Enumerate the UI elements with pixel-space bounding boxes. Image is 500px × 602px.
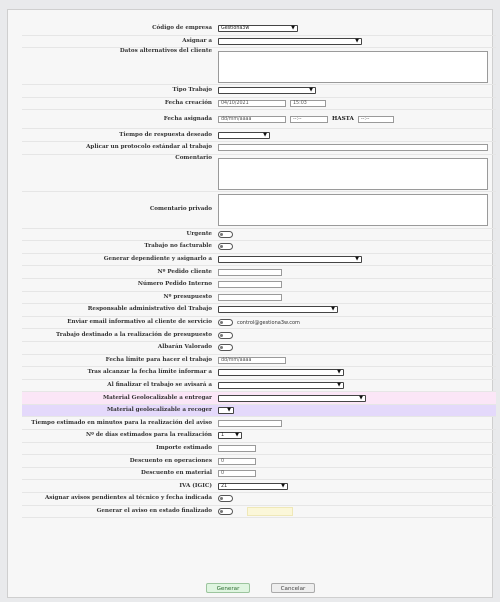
label-asignar: Asignar a	[182, 37, 212, 44]
label-protocolo: Aplicar un protocolo estándar al trabajo	[86, 144, 212, 151]
label-fecha-creacion: Fecha creación	[164, 100, 212, 107]
label-al-finalizar: Al finalizar el trabajo se avisará a	[107, 381, 212, 388]
label-material-recoger: Material geolocalizable a recoger	[106, 407, 212, 414]
responsable-select[interactable]	[218, 306, 338, 313]
label-comentario-privado: Comentario privado	[149, 206, 212, 213]
comentario-textarea[interactable]	[218, 158, 488, 190]
tiempo-estimado-input[interactable]	[218, 420, 282, 427]
label-importe-estimado: Importe estimado	[156, 444, 212, 451]
chevron-down-icon: ▼	[235, 432, 239, 439]
fecha-asignada-time-end-input[interactable]: --:--	[358, 116, 394, 123]
no-facturable-toggle[interactable]	[218, 243, 233, 250]
label-datos-alternativos: Datos alternativos del cliente	[119, 48, 212, 55]
tras-alcanzar-select[interactable]	[218, 369, 344, 376]
row-pedido-interno	[22, 279, 496, 292]
label-fecha-asignada: Fecha asignada	[163, 115, 212, 122]
row-fecha-limite	[22, 355, 496, 368]
chevron-down-icon: ▼	[227, 407, 231, 414]
realizacion-presupuesto-toggle[interactable]	[218, 332, 233, 339]
label-no-facturable: Trabajo no facturable	[144, 243, 212, 250]
descuento-operaciones-input[interactable]: 0	[218, 458, 256, 465]
fecha-limite-date-input[interactable]: dd/mm/aaaa	[218, 357, 286, 364]
chevron-down-icon: ▼	[263, 131, 267, 138]
generar-button[interactable]: Generar	[206, 583, 250, 593]
label-generar-dependiente: Generar dependiente y asignarlo a	[103, 256, 212, 263]
email-address: control@gestiona3w.com	[237, 319, 300, 326]
fecha-creacion-time-input[interactable]: 15:03	[290, 100, 326, 107]
presupuesto-input[interactable]	[218, 294, 282, 301]
label-iva: IVA (IGIC)	[179, 482, 212, 489]
material-entregar-select[interactable]	[218, 395, 366, 402]
hasta-label: HASTA	[332, 116, 354, 123]
row-responsable	[22, 304, 496, 317]
row-protocolo	[22, 142, 496, 155]
finalizado-date-box[interactable]	[247, 507, 293, 516]
row-descuento-operaciones	[22, 455, 496, 468]
protocolo-input[interactable]	[218, 144, 488, 151]
chevron-down-icon: ▼	[281, 482, 285, 489]
row-fecha-creacion	[22, 98, 496, 111]
chevron-down-icon: ▼	[309, 87, 313, 94]
tipo-trabajo-select[interactable]	[218, 87, 316, 94]
albaran-toggle[interactable]	[218, 344, 233, 351]
chevron-down-icon: ▼	[291, 25, 295, 32]
row-comentario	[22, 155, 496, 192]
chevron-down-icon: ▼	[337, 381, 341, 388]
row-enviar-email	[22, 317, 496, 330]
material-recoger-select[interactable]	[218, 407, 234, 414]
label-realizacion-presupuesto: Trabajo destinado a la realización de presupuesto	[56, 331, 212, 338]
label-responsable: Responsable administrativo del Trabajo	[87, 306, 212, 313]
asignar-select[interactable]	[218, 38, 362, 45]
chevron-down-icon: ▼	[331, 306, 335, 313]
row-asignar-pendientes	[22, 493, 496, 506]
datos-alternativos-textarea[interactable]	[218, 51, 488, 83]
dias-estimados-select[interactable]	[218, 432, 242, 439]
chevron-down-icon: ▼	[355, 256, 359, 263]
row-datos-alternativos	[22, 48, 496, 85]
row-dias-estimados	[22, 430, 496, 443]
row-realizacion-presupuesto	[22, 329, 496, 342]
label-tiempo-respuesta: Tiempo de respuesta deseado	[119, 131, 212, 138]
row-comentario-privado	[22, 192, 496, 229]
descuento-material-input[interactable]: 0	[218, 470, 256, 477]
pedido-cliente-input[interactable]	[218, 269, 282, 276]
row-tipo-trabajo	[22, 85, 496, 98]
row-tiempo-estimado	[22, 417, 496, 430]
row-urgente	[22, 229, 496, 242]
codigo-empresa-select[interactable]	[218, 25, 298, 32]
label-pedido-cliente: Nº Pedido cliente	[157, 268, 212, 275]
comentario-privado-textarea[interactable]	[218, 194, 488, 226]
asignar-pendientes-toggle[interactable]	[218, 495, 233, 502]
chevron-down-icon: ▼	[337, 369, 341, 376]
label-descuento-material: Descuento en material	[140, 470, 212, 477]
chevron-down-icon: ▼	[355, 37, 359, 44]
row-no-facturable	[22, 241, 496, 254]
fecha-asignada-date-input[interactable]: dd/mm/aaaa	[218, 116, 286, 123]
iva-select[interactable]	[218, 483, 288, 490]
al-finalizar-select[interactable]	[218, 382, 344, 389]
chevron-down-icon: ▼	[359, 394, 363, 401]
row-importe-estimado	[22, 443, 496, 456]
label-albaran: Albarán Valorado	[157, 344, 212, 351]
tiempo-respuesta-select[interactable]	[218, 132, 270, 139]
row-tras-alcanzar	[22, 367, 496, 380]
row-descuento-material	[22, 468, 496, 481]
form-panel	[7, 9, 493, 598]
cancelar-button[interactable]: Cancelar	[271, 583, 315, 593]
row-codigo-empresa	[22, 23, 496, 36]
row-al-finalizar	[22, 380, 496, 393]
codigo-empresa-value: Gestiona3w	[221, 26, 250, 32]
label-tiempo-estimado: Tiempo estimado en minutos para la realización del aviso	[31, 419, 212, 426]
label-codigo-empresa: Código de empresa	[152, 25, 212, 32]
row-material-entregar	[22, 392, 496, 405]
importe-estimado-input[interactable]	[218, 445, 256, 452]
label-enviar-email: Enviar email informativo al cliente de servicio	[67, 319, 212, 326]
row-asignar	[22, 36, 496, 49]
generar-dependiente-select[interactable]	[218, 256, 362, 263]
label-comentario: Comentario	[175, 154, 212, 161]
label-urgente: Urgente	[186, 230, 212, 237]
label-generar-finalizado: Generar el aviso en estado finalizado	[96, 507, 212, 514]
label-tras-alcanzar: Tras alcanzar la fecha límite informar a	[87, 369, 212, 376]
label-fecha-limite: Fecha límite para hacer el trabajo	[105, 356, 212, 363]
label-descuento-operaciones: Descuento en operaciones	[129, 457, 212, 464]
enviar-email-toggle[interactable]	[218, 319, 233, 326]
fecha-asignada-time-input[interactable]: --:--	[290, 116, 328, 123]
row-generar-finalizado	[22, 506, 496, 519]
row-iva	[22, 480, 496, 493]
fecha-creacion-date-input[interactable]: 04/10/2021	[218, 100, 286, 107]
iva-value: 21	[221, 483, 228, 489]
row-pedido-cliente	[22, 266, 496, 279]
label-tipo-trabajo: Tipo Trabajo	[172, 87, 212, 94]
label-material-entregar: Material Geolocalizable a entregar	[102, 394, 212, 401]
label-pedido-interno: Número Pedido Interno	[137, 281, 212, 288]
label-asignar-pendientes: Asignar avisos pendientes al técnico y fecha indicada	[44, 495, 212, 502]
row-presupuesto	[22, 292, 496, 305]
row-albaran	[22, 342, 496, 355]
label-dias-estimados: Nº de días estimados para la realización	[86, 432, 212, 439]
dias-estimados-value: 1	[221, 433, 225, 439]
pedido-interno-input[interactable]	[218, 281, 282, 288]
row-tiempo-respuesta	[22, 129, 496, 142]
urgente-toggle[interactable]	[218, 231, 233, 238]
row-material-recoger	[22, 405, 496, 418]
form-actions	[8, 583, 492, 597]
generar-finalizado-toggle[interactable]	[218, 508, 233, 515]
job-form	[22, 23, 496, 518]
label-presupuesto: Nº presupuesto	[163, 293, 212, 300]
row-generar-dependiente	[22, 254, 496, 267]
row-fecha-asignada	[22, 110, 496, 129]
